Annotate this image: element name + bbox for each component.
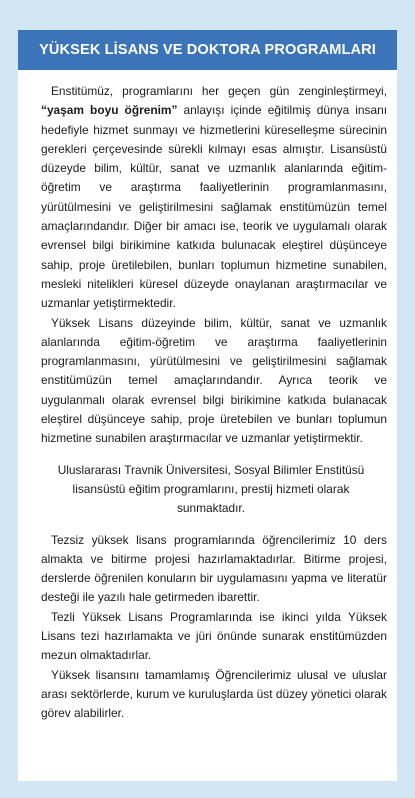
paragraph-intro-start: Enstitümüz, programlarını her geçen gün zenginleştirmeyi, xyxy=(51,84,387,98)
paragraph-graduates: Yüksek lisansını tamamlamış Öğrencilerimiz ulusal ve uluslar arası sektörlerde, kurum ve kuruluşlarda üst düzey yönetici olarak görev alabilirler. xyxy=(41,667,387,721)
panel-header xyxy=(18,30,397,70)
paragraph-university: Uluslararası Travnik Üniversitesi, Sosyal Bilimler Enstitüsü lisansüstü eğitim programlarını, prestij hizmeti olarak sunmaktadır. xyxy=(57,462,365,516)
paragraph-masters: Yüksek Lisans düzeyinde bilim, kültür, sanat ve uzmanlık alanlarında eğitim-öğretim ve araştırma faaliyetlerinin programlanmasını, yürütülmesini ve geliştirilmesini sağlamak enstitümüzün temel amaçlarındandır. Ayrıca teorik ve uygulanmalı olarak evrensel bilgi birikimine katkıda bulanacak eleştirel düşünceye sahip, proje üretebilen ve bunları toplumun hizmetine sunabilen araştırmacılar ve uzmanlar yetiştirmektir. xyxy=(41,315,387,446)
paragraph-non-thesis: Tezsiz yüksek lisans programlarında öğrencilerimiz 10 ders almakta ve bitirme projesi hazırlamaktadırlar. Bitirme projesi, derslerde öğrenilen konuların bir uygulamasını yapma ve literatür desteği ile yazılı hale getirmeden ibarettir. xyxy=(41,532,387,605)
paragraph-intro xyxy=(41,82,387,314)
paragraph-thesis: Tezli Yüksek Lisans Programlarında ise ikinci yılda Yüksek Lisans tezi hazırlamakta ve jüri önünde sunarak enstitümüzden mezun olmaktadırlar. xyxy=(41,609,387,663)
panel-title: YÜKSEK LİSANS VE DOKTORA PROGRAMLARI xyxy=(39,42,376,58)
paragraph-intro-rest: anlayışı içinde eğitilmiş dünya insanı hedefiyle hizmet sunmayı ve hizmetlerini küreselleşme sürecinin gerekleri çerçevesinde sürekli kılmayı esas almıştır. Lisansüstü düzeyde bilim, kültür, sanat ve uzmanlık alanlarında eğitim-öğretim ve araştırma faaliyetlerinin programlanmasını, yürütülmesini ve geliştirilmesini sağlamak enstitümüzün temel amaçlarındandır. Diğer bir amacı ise, teorik ve uygulamalı olarak evrensel bilgi birikimine katkıda bulunacak eleştirel düşünceye sahip, proje üretilebilen, bunları toplumun hizmetine sunabilen, mesleki nitelikleri küresel düzeyde onaylanan araştırmacılar ve uzmanlar yetiştirmektedir. xyxy=(41,103,387,311)
panel-body xyxy=(18,70,397,781)
lifelong-learning-emphasis: “yaşam boyu öğrenim” xyxy=(41,103,178,118)
